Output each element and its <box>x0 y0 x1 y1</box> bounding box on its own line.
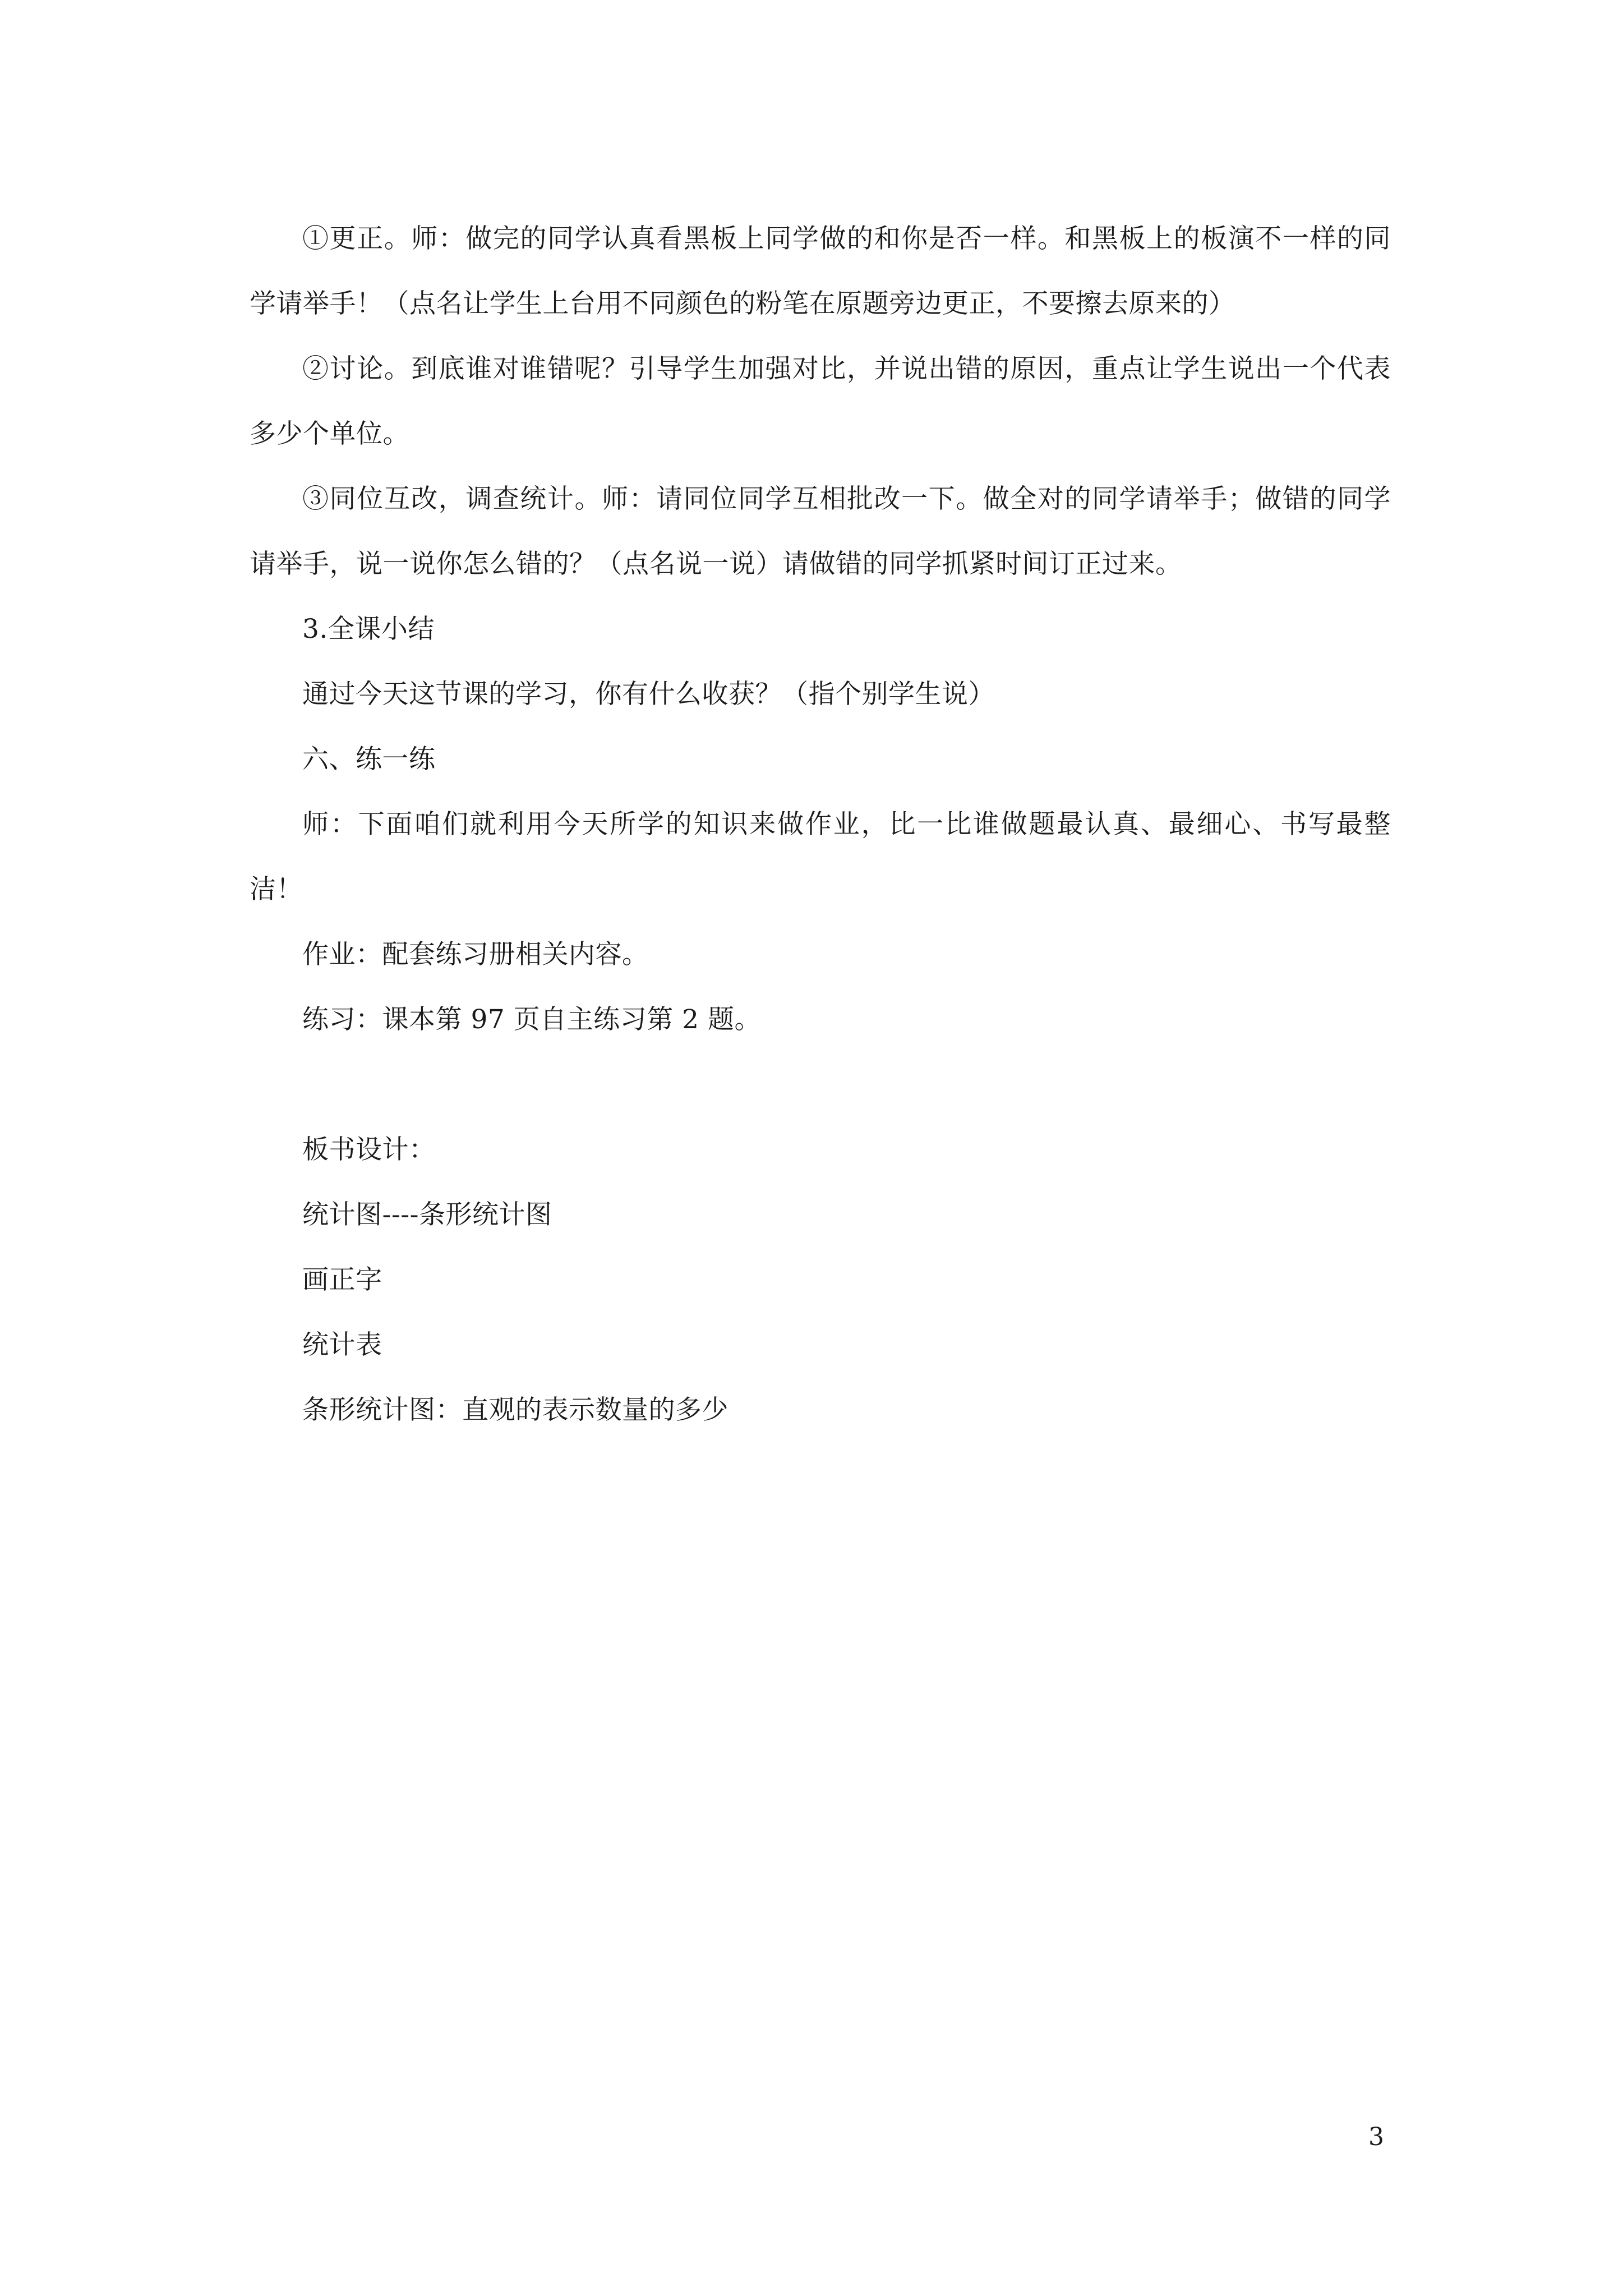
section-heading-summary: 3.全课小结 <box>302 614 435 645</box>
paragraph-discussion: ②讨论。到底谁对谁错呢？引导学生加强对比，并说出错的原因，重点让学生说出一个代表多少个单位。 <box>250 353 1391 449</box>
board-design-line: 统计表 <box>302 1329 382 1360</box>
document-body <box>250 206 1391 1443</box>
section-heading-practice: 六、练一练 <box>302 744 436 775</box>
board-design-line: 画正字 <box>302 1264 382 1295</box>
blank-line <box>250 1052 1391 1117</box>
paragraph-exercise: 练习：课本第 97 页自主练习第 2 题。 <box>302 1004 761 1035</box>
page-number: 3 <box>1368 2123 1384 2151</box>
paragraph-teacher-instruction: 师：下面咱们就利用今天所学的知识来做作业，比一比谁做题最认真、最细心、书写最整洁！ <box>250 809 1391 905</box>
paragraph-correction: ①更正。师：做完的同学认真看黑板上同学做的和你是否一样。和黑板上的板演不一样的同学请举手！（点名让学生上台用不同颜色的粉笔在原题旁边更正，不要擦去原来的） <box>250 223 1391 319</box>
board-design-heading: 板书设计： <box>302 1134 436 1165</box>
paragraph-homework: 作业：配套练习册相关内容。 <box>302 939 649 970</box>
paragraph-summary: 通过今天这节课的学习，你有什么收获？（指个别学生说） <box>302 679 995 710</box>
paragraph-peer-review: ③同位互改，调查统计。师：请同位同学互相批改一下。做全对的同学请举手；做错的同学请举手，说一说你怎么错的？（点名说一说）请做错的同学抓紧时间订正过来。 <box>250 484 1391 579</box>
board-design-line: 统计图----条形统计图 <box>302 1199 552 1230</box>
board-design-line: 条形统计图：直观的表示数量的多少 <box>302 1395 728 1425</box>
